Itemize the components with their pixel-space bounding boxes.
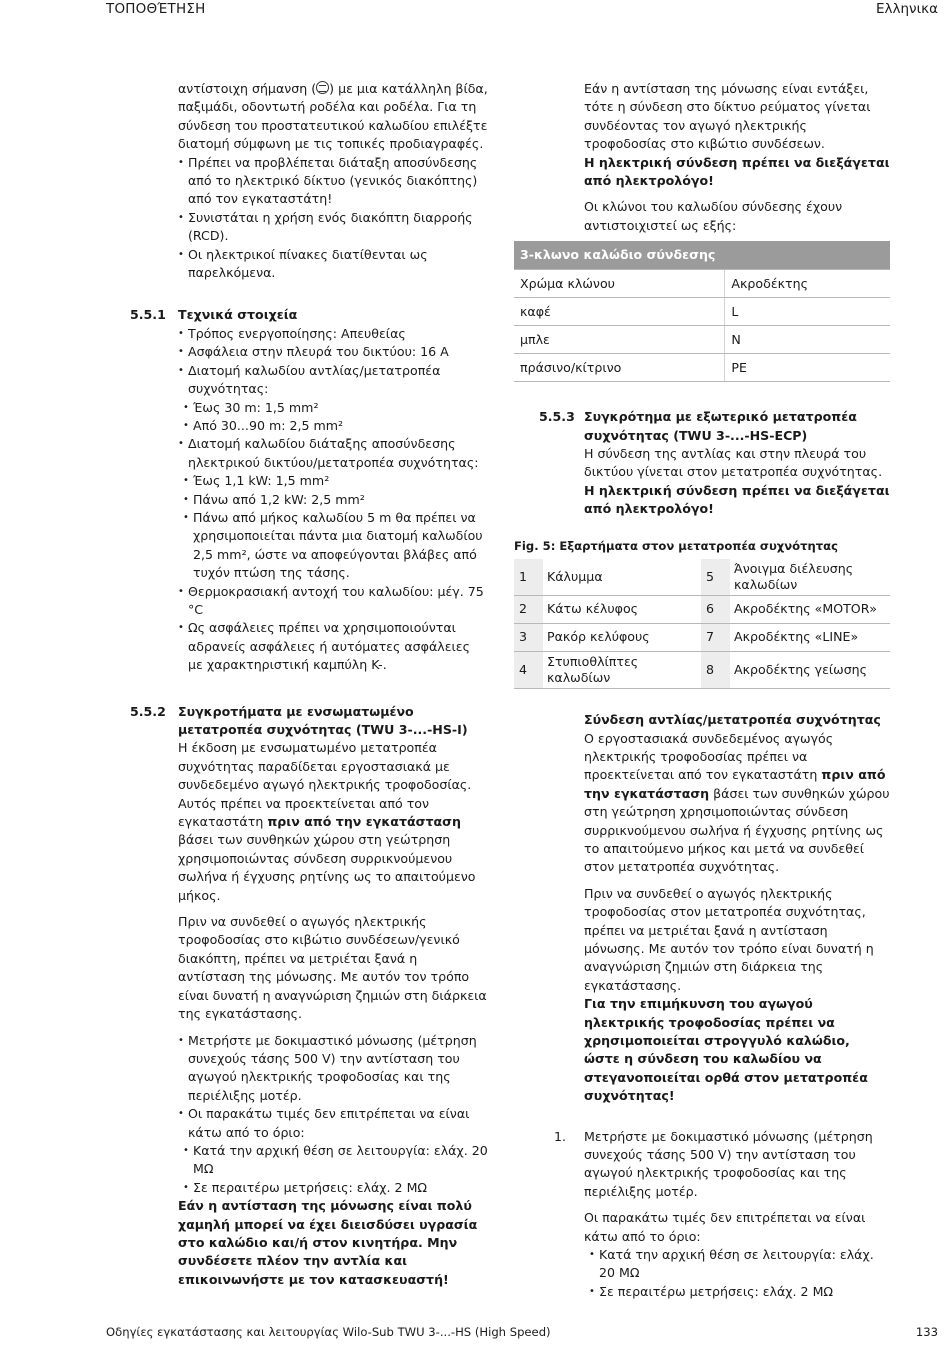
list-item: • Ασφάλεια στην πλευρά του δικτύου: 16 A [178,343,488,361]
list-item: • Σε περαιτέρω μετρήσεις: ελάχ. 2 MΩ [183,1179,488,1197]
warning-text: Για την επιμήκυνση του αγωγού ηλεκτρικής τροφοδοσίας πρέπει να χρησιμοποιείται στρογγυλό καλώδιο, ώστε η σύνδεση του καλωδίου να στεγανοποιείται ορθά στον μετατροπέα συχνότητας! [584,996,868,1104]
list-item: • Έως 30 m: 1,5 mm² [183,399,488,417]
paragraph: Οι κλώνοι του καλωδίου σύνδεσης έχουν αντιστοιχιστεί ως εξής: [584,199,843,233]
table-header-row [514,270,890,298]
subsection-title: Σύνδεση αντλίας/μετατροπέα συχνότητας [584,712,881,728]
list-item: • Έως 1,1 kW: 1,5 mm² [183,472,488,490]
wire-assignment-table [514,241,890,382]
legend-label: Ακροδέκτης γείωσης [730,652,890,689]
legend-number: 3 [514,624,543,652]
list-item: • Τρόπος ενεργοποίησης: Απευθείας [178,325,488,343]
table-row [514,354,890,382]
list-item: • Οι παρακάτω τιμές δεν επιτρέπεται να είναι κάτω από το όριο: [178,1105,488,1142]
legend-number: 7 [701,624,730,652]
page-number: 133 [915,1325,938,1339]
column-header: Χρώμα κλώνου [514,270,725,298]
column-header: Ακροδέκτης [725,270,890,298]
table-row [514,298,890,326]
header-section-title: ΤΟΠΟΘΈΤΗΣΗ [106,1,206,17]
paragraph: Οι παρακάτω τιμές δεν επιτρέπεται να είναι κάτω από το όριο: [584,1210,866,1244]
paragraph: Πριν να συνδεθεί ο αγωγός ηλεκτρικής τροφοδοσίας στον μετατροπέα συχνότητας, πρέπει να μετριέται ξανά η αντίσταση μόνωσης. Με αυτόν τον τρόπο είναι δυνατή η αναγνώριση ζημιών στη διάρκεια της εγκατάστασης. [584,885,874,993]
electrician-warning: Η ηλεκτρική σύνδεση πρέπει να διεξάγεται από ηλεκτρολόγο! [584,482,890,517]
list-item: • Οι ηλεκτρικοί πίνακες διατίθενται ως παρελκόμενα. [178,246,488,283]
intro-block [130,80,488,282]
list-item: • Θερμοκρασιακή αντοχή του καλωδίου: μέγ. 75 °C [178,583,488,620]
section-5-5-1 [130,306,488,674]
list-item: • Από 30...90 m: 2,5 mm² [183,417,488,435]
list-item: • Κατά την αρχική θέση σε λειτουργία: ελάχ. 20 MΩ [589,1246,890,1283]
list-item: • Πρέπει να προβλέπεται διάταξη αποσύνδεσης από το ηλεκτρικό δίκτυο (γενικός διακόπτης) από τον εγκαταστάτη! [178,154,488,209]
list-item: • Πάνω από μήκος καλωδίου 5 m θα πρέπει να χρησιμοποιείται πάντα μια διατομή καλωδίου 2,5 mm², ώστε να αποφεύγονται βλάβες από τυχόν πτώση της τάσης. [183,509,488,583]
section-title: Τεχνικά στοιχεία [178,307,298,323]
list-item: • Συνιστάται η χρήση ενός διακόπτη διαρροής (RCD). [178,209,488,246]
right-column [514,80,890,1301]
list-item: • Διατομή καλωδίου διάταξης αποσύνδεσης ηλεκτρικού δικτύου/μετατροπέα συχνότητας: [178,435,488,472]
list-item: • Σε περαιτέρω μετρήσεις: ελάχ. 2 MΩ [589,1283,890,1301]
header-language: Ελληνικα [875,1,938,17]
section-5-5-3 [514,408,890,518]
legend-number: 6 [701,596,730,624]
paragraph: Η έκδοση με ενσωματωμένο μετατροπέα συχνότητας παραδίδεται εργοστασιακά με συνδεδεμένο αγωγό ηλεκτρικής τροφοδοσίας. Αυτός πρέπει να προεκτείνεται από τον εγκαταστάτη πριν από την εγκατάσταση βάσει των συνθηκών χώρου στη γεώτρηση χρησιμοποιώντας σύνδεση συρρικνούμενου σωλήνα ή έγχυσης ρητίνης ως το απαιτούμενο μήκος. [178,740,476,903]
paragraph: Πριν να συνδεθεί ο αγωγός ηλεκτρικής τροφοδοσίας στο κιβώτιο συνδέσεων/γενικό διακόπτη, πρέπει να μετριέται ξανά η αντίσταση της μόνωσης. Με αυτόν τον τρόπο είναι δυνατή η αναγνώριση ζημιών στη διάρκεια της εγκατάστασης. [178,914,487,1022]
figure-legend-table [514,559,890,689]
paragraph: Η σύνδεση της αντλίας και στην πλευρά του δικτύου γίνεται στον μετατροπέα συχνότητας. [584,446,883,480]
warning-text: Εάν η αντίσταση της μόνωσης είναι πολύ χαμηλή μπορεί να έχει διεισδύσει υγρασία στο καλώδιο και/ή στον κινητήρα. Μην συνδέσετε πλέον την αντλία και επικοινωνήστε με τον κατασκευαστή! [178,1198,478,1287]
table-row [514,652,890,689]
technical-data-list-2 [178,435,488,472]
table-cell: N [725,326,890,354]
legend-number: 5 [701,559,730,596]
legend-number: 4 [514,652,543,689]
intro-paragraph: αντίστοιχη σήμανση ( ) με μια κατάλληλη βίδα, παξιμάδι, οδοντωτή ροδέλα και ροδέλα. Για τη σύνδεση του προστατευτικού καλωδίου επιλέξτε διατομή σύμφωνη με τις τοπικές προδιαγραφές. [178,81,488,152]
section-title: Συγκροτήματα με ενσωματωμένο μετατροπέα συχνότητας (TWU 3-...-HS-I) [178,703,468,737]
table-cell: PE [725,354,890,382]
table-row [514,624,890,652]
legend-label: Στυπιοθλίπτες καλωδίων [543,652,701,689]
footer-document-title: Οδηγίες εγκατάστασης και λειτουργίας Wilo-Sub TWU 3-...-HS (High Speed) [106,1325,551,1339]
table-row [514,326,890,354]
min-values-sublist [584,1246,890,1301]
legend-label: Άνοιγμα διέλευσης καλωδίων [730,559,890,596]
table-cell: πράσινο/κίτρινο [514,354,725,382]
figure-caption: Fig. 5: Εξαρτήματα στον μετατροπέα συχνότητας [514,538,839,553]
section-number: 5.5.2 [130,703,166,719]
paragraph: Εάν η αντίσταση της μόνωσης είναι εντάξει, τότε η σύνδεση στο δίκτυο ρεύματος γίνεται συνδέοντας τον αγωγό ηλεκτρικής τροφοδοσίας στο κιβώτιο συνδέσεων. [584,81,871,152]
legend-label: Ακροδέκτης «MOTOR» [730,596,890,624]
section-5-5-2 [130,703,488,1290]
min-values-sublist [178,1142,488,1197]
page-header [0,0,950,22]
list-item: • Μετρήστε με δοκιμαστικό μόνωσης (μέτρηση συνεχούς τάσης 500 V) την αντίσταση του αγωγού ηλεκτρικής τροφοδοσίας και της περιέλιξης μοτέρ. [178,1032,488,1106]
legend-label: Ρακόρ κελύφους [543,624,701,652]
legend-number: 8 [701,652,730,689]
table-cell: μπλε [514,326,725,354]
ground-symbol-icon [316,81,329,94]
insulation-check-list [178,1032,488,1142]
step-number: 1. [554,1128,567,1144]
list-item: • Διατομή καλωδίου αντλίας/μετατροπέα συχνότητας: [178,362,488,399]
pump-converter-connection [514,711,890,1106]
paragraph: Ο εργοστασιακά συνδεδεμένος αγωγός ηλεκτρικής τροφοδοσίας πρέπει να προεκτείνεται από τον εγκαταστάτη πριν από την εγκατάσταση βάσει των συνθηκών χώρου στη γεώτρηση χρησιμοποιώντας σύνδεση συρρικνούμενου σωλήνα ή έγχυσης ρητίνης ως το απαιτούμενο μήκος και μετά να συνδεθεί στον μετατροπέα συχνότητας. [584,730,890,875]
legend-number: 2 [514,596,543,624]
table-cell: L [725,298,890,326]
left-column [130,80,488,1289]
section-number: 5.5.3 [539,409,575,425]
legend-label: Ακροδέκτης «LINE» [730,624,890,652]
safety-bullets [178,154,488,283]
table-cell: καφέ [514,298,725,326]
legend-label: Κάτω κέλυφος [543,596,701,624]
cable-section-sublist [178,399,488,436]
list-item: • Πάνω από 1,2 kW: 2,5 mm² [183,491,488,509]
disconnect-cable-sublist [178,472,488,582]
step-1 [514,1128,890,1302]
technical-data-list-3 [178,583,488,675]
electrician-warning: Η ηλεκτρική σύνδεση πρέπει να διεξάγεται από ηλεκτρολόγο! [584,154,890,189]
legend-number: 1 [514,559,543,596]
list-item: • Κατά την αρχική θέση σε λειτουργία: ελάχ. 20 MΩ [183,1142,488,1179]
paragraph: Μετρήστε με δοκιμαστικό μόνωσης (μέτρηση συνεχούς τάσης 500 V) την αντίσταση του αγωγού ηλεκτρικής τροφοδοσίας και της περιέλιξης μοτέρ. [584,1128,873,1199]
legend-label: Κάλυμμα [543,559,701,596]
table-title: 3-κλωνο καλώδιο σύνδεσης [514,241,890,270]
section-number: 5.5.1 [130,307,166,323]
list-item: • Ως ασφάλειες πρέπει να χρησιμοποιούνται αδρανείς ασφάλειες ή αυτόματες ασφάλειες με χαρακτηριστική καμπύλη K-. [178,619,488,674]
technical-data-list [178,325,488,399]
section-title: Συγκρότημα με εξωτερικό μετατροπέα συχνότητας (TWU 3-...-HS-ECP) [584,409,857,443]
connection-intro [514,80,890,235]
table-row [514,559,890,596]
table-row [514,596,890,624]
